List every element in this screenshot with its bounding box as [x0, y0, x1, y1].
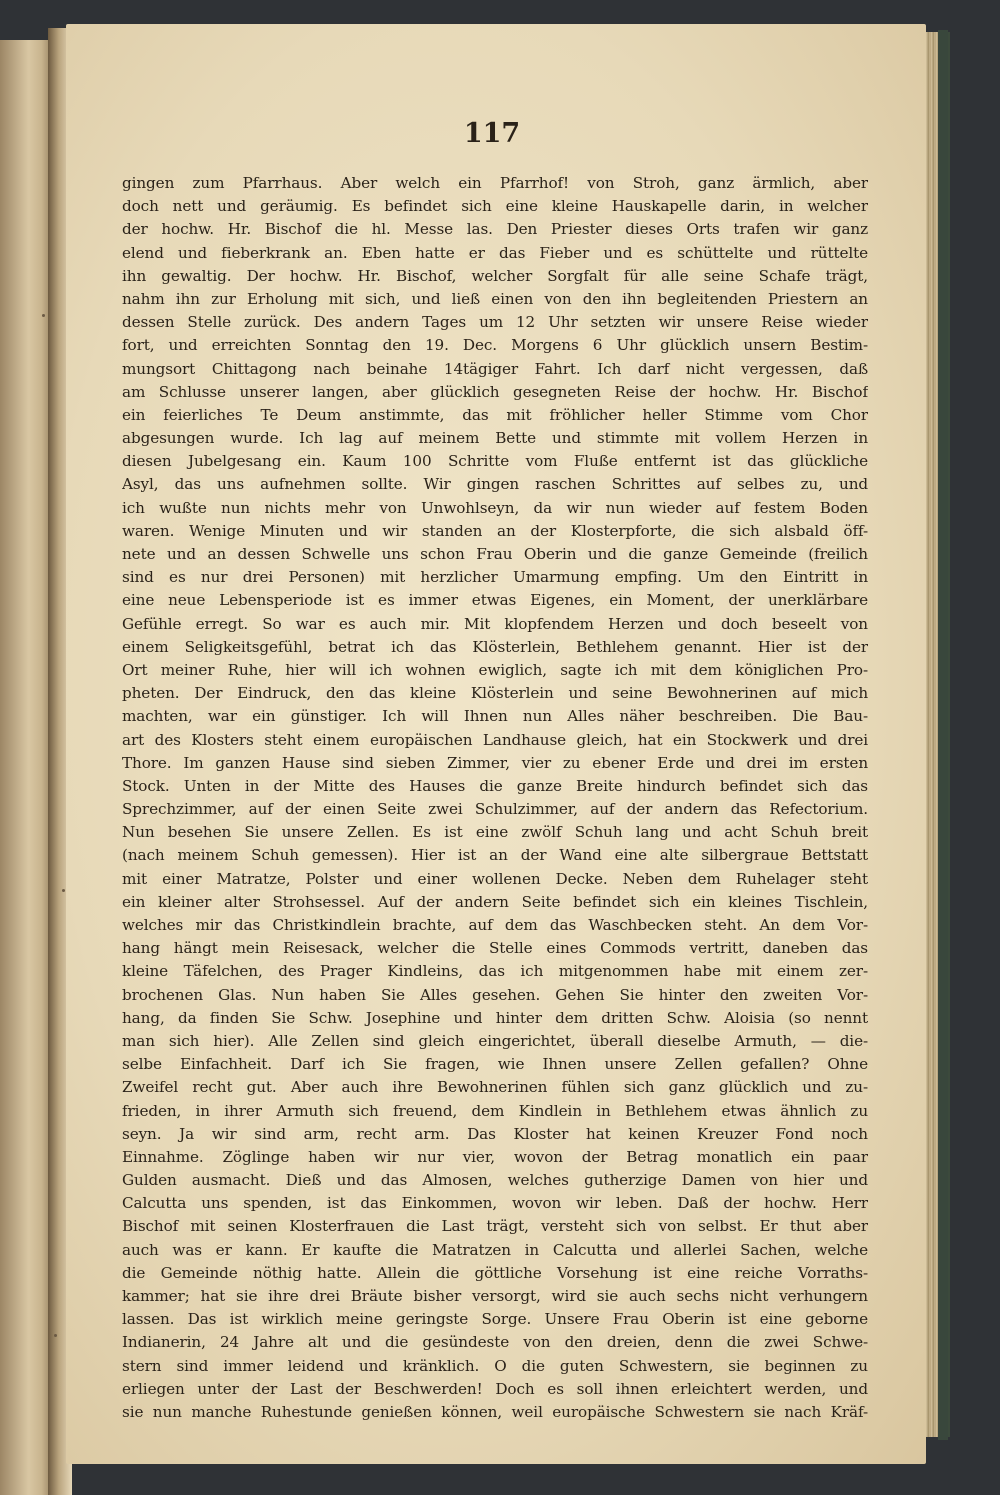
- text-line: ein kleiner alter Strohsessel. Auf der andern Seite befindet sich ein kleines Tischlein,: [122, 892, 868, 911]
- text-line: art des Klosters steht einem europäischen Landhause gleich, hat ein Stockwerk und drei: [122, 730, 868, 749]
- left-page-edge: [0, 40, 52, 1495]
- text-line: Stock. Unten in der Mitte des Hauses die ganze Breite hindurch befindet sich das: [122, 776, 868, 795]
- text-line: brochenen Glas. Nun haben Sie Alles gesehen. Gehen Sie hinter den zweiten Vor-: [122, 985, 868, 1004]
- text-line: (nach meinem Schuh gemessen). Hier ist an der Wand eine alte silbergraue Bettstatt: [122, 846, 868, 865]
- text-line: Asyl, das uns aufnehmen sollte. Wir gingen raschen Schrittes auf selbes zu, und: [122, 475, 868, 494]
- text-line: seyn. Ja wir sind arm, recht arm. Das Kloster hat keinen Kreuzer Fond noch: [122, 1124, 868, 1143]
- text-line: ich wußte nun nichts mehr von Unwohlseyn, da wir nun wieder auf festem Boden: [122, 498, 868, 517]
- text-line: kammer; hat sie ihre drei Bräute bisher versorgt, wird sie auch sechs nicht verhungern: [122, 1287, 868, 1305]
- text-line: mit einer Matratze, Polster und einer wollenen Decke. Neben dem Ruhelager steht: [122, 869, 868, 888]
- text-line: auch was er kann. Er kaufte die Matratzen in Calcutta und allerlei Sachen, welche: [122, 1240, 868, 1259]
- text-line: frieden, in ihrer Armuth sich freuend, dem Kindlein in Bethlehem etwas ähnlich zu: [122, 1101, 868, 1120]
- text-line: Nun besehen Sie unsere Zellen. Es ist eine zwölf Schuh lang und acht Schuh breit: [122, 823, 868, 842]
- text-line: sind es nur drei Personen) mit herzlicher Umarmung empfing. Um den Eintritt in: [122, 568, 868, 587]
- text-line: gingen zum Pfarrhaus. Aber welch ein Pfarrhof! von Stroh, ganz ärmlich, aber: [122, 174, 868, 192]
- paper-speck: [62, 889, 65, 892]
- text-line: einem Seligkeitsgefühl, betrat ich das Klösterlein, Bethlehem genannt. Hier ist der: [122, 637, 868, 656]
- paper-speck: [42, 314, 45, 317]
- text-line: doch nett und geräumig. Es befindet sich eine kleine Hauskapelle darin, in welcher: [122, 197, 868, 216]
- text-line: pheten. Der Eindruck, den das kleine Klösterlein und seine Bewohnerinen auf mich: [122, 684, 868, 703]
- text-line: ein feierliches Te Deum anstimmte, das mit fröhlicher heller Stimme vom Chor: [122, 405, 868, 424]
- text-line: man sich hier). Alle Zellen sind gleich eingerichtet, überall dieselbe Armuth, — die-: [122, 1031, 868, 1050]
- text-line: Sprechzimmer, auf der einen Seite zwei Schulzimmer, auf der andern das Refectorium.: [122, 800, 868, 819]
- text-line: Indianerin, 24 Jahre alt und die gesündeste von den dreien, denn die zwei Schwe-: [122, 1333, 868, 1352]
- text-line: der hochw. Hr. Bischof die hl. Messe las. Den Priester dieses Orts trafen wir ganz: [122, 220, 868, 239]
- page-number: 117: [463, 118, 521, 149]
- text-line: erliegen unter der Last der Beschwerden! Doch es soll ihnen erleichtert werden, und: [122, 1379, 868, 1398]
- text-line: Gefühle erregt. So war es auch mir. Mit klopfendem Herzen und doch beseelt von: [122, 614, 868, 633]
- text-line: selbe Einfachheit. Darf ich Sie fragen, wie Ihnen unsere Zellen gefallen? Ohne: [122, 1055, 868, 1074]
- text-line: Calcutta uns spenden, ist das Einkommen, wovon wir leben. Daß der hochw. Herr: [122, 1194, 868, 1213]
- text-line: sie nun manche Ruhestunde genießen können, weil europäische Schwestern sie nach Kräf-: [122, 1402, 868, 1421]
- text-line: nahm ihn zur Erholung mit sich, und ließ einen von den ihn begleitenden Priestern an: [122, 289, 868, 308]
- text-line: Bischof mit seinen Klosterfrauen die Last trägt, versteht sich von selbst. Er thut aber: [122, 1217, 868, 1236]
- text-line: Thore. Im ganzen Hause sind sieben Zimmer, vier zu ebener Erde und drei im ersten: [122, 753, 868, 772]
- body-text: [122, 172, 868, 1424]
- text-line: elend und fieberkrank an. Eben hatte er das Fieber und es schüttelte und rüttelte: [122, 243, 868, 262]
- text-line: hang, da finden Sie Schw. Josephine und hinter dem dritten Schw. Aloisia (so nennt: [122, 1008, 868, 1027]
- text-line: welches mir das Christkindlein brachte, auf dem das Waschbecken steht. An dem Vor-: [122, 916, 868, 934]
- text-line: stern sind immer leidend und kränklich. O die guten Schwestern, sie beginnen zu: [122, 1356, 868, 1375]
- text-line: fort, und erreichten Sonntag den 19. Dec. Morgens 6 Uhr glücklich unsern Bestim-: [122, 336, 868, 355]
- text-line: die Gemeinde nöthig hatte. Allein die göttliche Vorsehung ist eine reiche Vorraths-: [122, 1263, 868, 1282]
- text-line: machten, war ein günstiger. Ich will Ihnen nun Alles näher beschreiben. Die Bau-: [122, 707, 868, 726]
- text-line: Ort meiner Ruhe, hier will ich wohnen ewiglich, sagte ich mit dem königlichen Pro-: [122, 660, 868, 679]
- text-line: Einnahme. Zöglinge haben wir nur vier, wovon der Betrag monatlich ein paar: [122, 1147, 868, 1166]
- text-line: eine neue Lebensperiode ist es immer etwas Eigenes, ein Moment, der unerklärbare: [122, 591, 868, 610]
- text-line: Gulden ausmacht. Dieß und das Almosen, welches gutherzige Damen von hier und: [122, 1171, 868, 1190]
- text-line: waren. Wenige Minuten und wir standen an der Klosterpforte, die sich alsbald öff-: [122, 521, 868, 540]
- paper-speck: [54, 1334, 57, 1337]
- text-line: mungsort Chittagong nach beinahe 14tägiger Fahrt. Ich darf nicht vergessen, daß: [122, 359, 868, 378]
- text-line: am Schlusse unserer langen, aber glücklich gesegneten Reise der hochw. Hr. Bischof: [122, 382, 868, 401]
- text-line: diesen Jubelgesang ein. Kaum 100 Schritte vom Fluße entfernt ist das glückliche: [122, 452, 868, 471]
- text-line: Zweifel recht gut. Aber auch ihre Bewohnerinen fühlen sich ganz glücklich und zu-: [122, 1078, 868, 1097]
- text-line: nete und an dessen Schwelle uns schon Frau Oberin und die ganze Gemeinde (freilich: [122, 545, 868, 563]
- text-line: ihn gewaltig. Der hochw. Hr. Bischof, welcher Sorgfalt für alle seine Schafe trägt,: [122, 266, 868, 285]
- text-line: abgesungen wurde. Ich lag auf meinem Bette und stimmte mit vollem Herzen in: [122, 429, 868, 448]
- text-line: hang hängt mein Reisesack, welcher die Stelle eines Commods vertritt, daneben das: [122, 939, 868, 958]
- text-line: kleine Täfelchen, des Prager Kindleins, das ich mitgenommen habe mit einem zer-: [122, 962, 868, 981]
- book-cover-edge: [938, 30, 948, 1440]
- text-line: lassen. Das ist wirklich meine geringste Sorge. Unsere Frau Oberin ist eine geborne: [122, 1310, 868, 1329]
- text-line: dessen Stelle zurück. Des andern Tages um 12 Uhr setzten wir unsere Reise wieder: [122, 313, 868, 332]
